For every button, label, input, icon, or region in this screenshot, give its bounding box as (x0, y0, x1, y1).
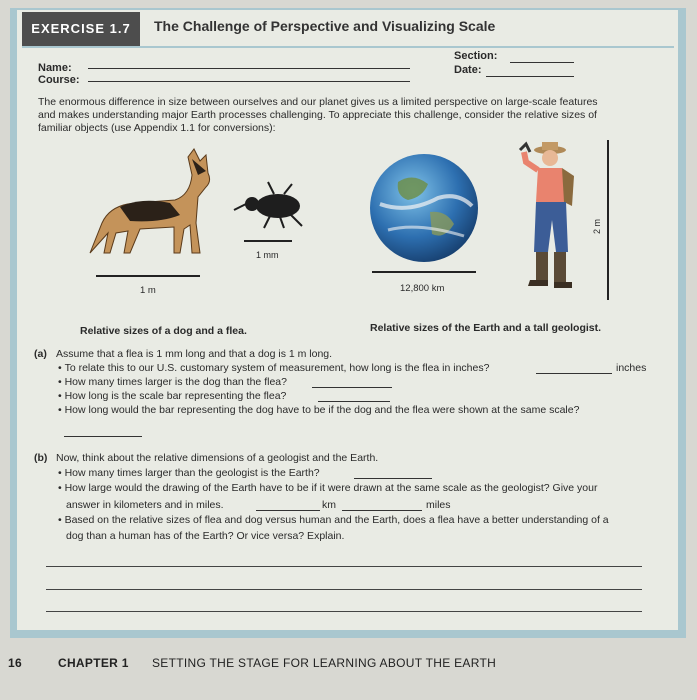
name-field[interactable] (88, 68, 410, 69)
caption-earth-geologist: Relative sizes of the Earth and a tall geologist. (370, 322, 602, 334)
explain-answer-line-1[interactable] (46, 566, 642, 567)
course-label: Course: (38, 74, 80, 86)
intro-line-2: and makes understanding major Earth processes challenging. To appreciate this challenge, consider the relative sizes of (38, 109, 597, 121)
miles-answer[interactable] (342, 510, 422, 511)
part-b-text: Now, think about the relative dimensions of a geologist and the Earth. (56, 452, 379, 464)
intro-line-1: The enormous difference in size between ourselves and our planet gives us a limited perspective on large-scale features (38, 96, 598, 108)
explain-answer-line-2[interactable] (46, 589, 642, 590)
dog-bar-answer[interactable] (64, 436, 142, 437)
exercise-title: The Challenge of Perspective and Visualizing Scale (154, 18, 496, 34)
part-b-bullet-1: • How many times larger than the geologist is the Earth? (58, 467, 320, 479)
caption-dog-flea: Relative sizes of a dog and a flea. (80, 325, 247, 337)
explain-answer-line-3[interactable] (46, 611, 642, 612)
date-label: Date: (454, 64, 482, 76)
intro-line-3: familiar objects (use Appendix 1.1 for conversions): (38, 122, 276, 134)
earth-scale-bar (372, 271, 476, 273)
exercise-header (22, 12, 674, 48)
geologist-scale-label: 2 m (592, 218, 603, 235)
flea-inches-answer[interactable] (536, 373, 612, 374)
part-a-label: (a) (34, 348, 47, 360)
course-field[interactable] (88, 81, 410, 82)
flea-bar-answer[interactable] (318, 401, 390, 402)
flea-illustration (230, 180, 310, 230)
dog-times-answer[interactable] (312, 387, 392, 388)
part-b-bullet-3-line-1: • Based on the relative sizes of flea and dog versus human and the Earth, does a flea have a better understanding of a (58, 514, 609, 526)
flea-scale-label: 1 mm (256, 250, 279, 260)
km-answer[interactable] (256, 510, 320, 511)
part-a-bullet-1: • To relate this to our U.S. customary system of measurement, how long is the flea in inches? (58, 362, 490, 374)
part-b-bullet-3-line-2: dog than a human has of the Earth? Or vice versa? Explain. (66, 530, 345, 542)
page-number: 16 (8, 656, 22, 670)
miles-unit: miles (426, 499, 451, 511)
earth-illustration (368, 152, 480, 264)
chapter-title: SETTING THE STAGE FOR LEARNING ABOUT THE EARTH (152, 656, 497, 670)
part-a-bullet-4: • How long would the bar representing the dog have to be if the dog and the flea were shown at the same scale? (58, 404, 580, 416)
part-b-bullet-2-line-2: answer in kilometers and in miles. (66, 499, 224, 511)
part-a-bullet-2: • How many times larger is the dog than the flea? (58, 376, 287, 388)
dog-illustration (80, 145, 210, 265)
part-a-text: Assume that a flea is 1 mm long and that a dog is 1 m long. (56, 348, 333, 360)
flea-scale-bar (244, 240, 292, 242)
part-b-label: (b) (34, 452, 48, 464)
chapter-label: CHAPTER 1 (58, 656, 129, 670)
km-unit: km (322, 499, 336, 511)
earth-scale-label: 12,800 km (400, 283, 445, 294)
section-field[interactable] (510, 62, 574, 63)
name-label: Name: (38, 62, 72, 74)
inches-unit: inches (616, 362, 647, 374)
part-b-bullet-2-line-1: • How large would the drawing of the Earth have to be if it were drawn at the same scale as the geologist? Give your (58, 482, 598, 494)
part-a-bullet-3: • How long is the scale bar representing the flea? (58, 390, 287, 402)
dog-scale-label: 1 m (140, 285, 156, 296)
date-field[interactable] (486, 76, 574, 77)
geologist-scale-bar (607, 140, 609, 300)
exercise-tag: EXERCISE 1.7 (22, 12, 140, 46)
earth-times-answer[interactable] (354, 478, 432, 479)
section-label: Section: (454, 50, 498, 62)
geologist-illustration (516, 140, 586, 310)
dog-scale-bar (96, 275, 200, 277)
